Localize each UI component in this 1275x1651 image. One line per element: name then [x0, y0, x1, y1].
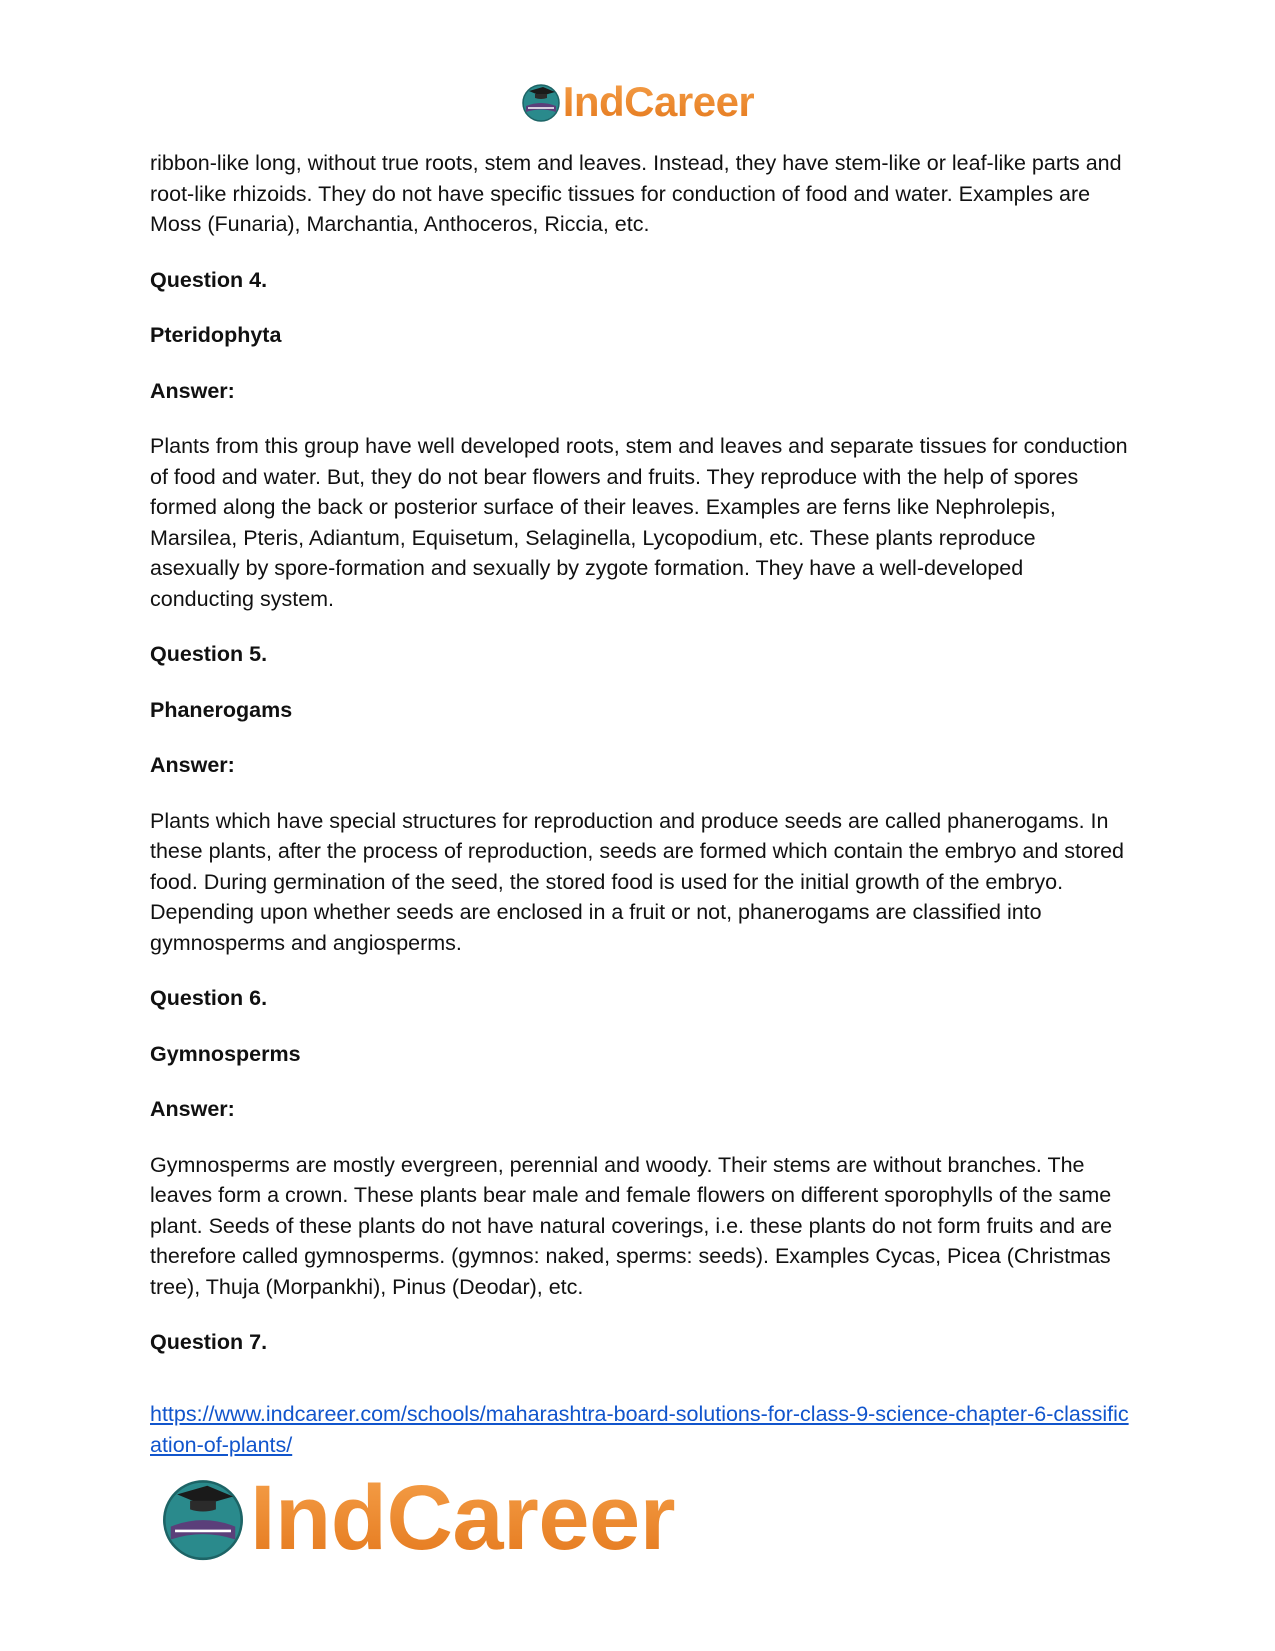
question-4-label: Question 4. — [150, 267, 268, 292]
header-logo — [0, 78, 1275, 126]
question-7-label: Question 7. — [150, 1330, 268, 1354]
globe-book-icon — [160, 1475, 246, 1561]
document-body — [150, 148, 1130, 1383]
question-6-title: Gymnosperms — [150, 1041, 301, 1066]
question-5-answer-label: Answer: — [150, 753, 235, 777]
question-5-answer: Plants which have special structures for reproduction and produce seeds are called phanerogams. In these plants, after the process of reproduction, seeds are formed which contain the embryo and stored food. During germination of the seed, the stored food is used for the initial growth of the embryo. Depending upon whether seeds are enclosed in a fruit or not, phanerogams are classified into gymnosperms and angiosperms. — [150, 808, 1125, 955]
question-5-label: Question 5. — [150, 642, 268, 666]
question-4-answer-label: Answer: — [150, 378, 235, 403]
logo-text: IndCareer — [562, 78, 755, 125]
question-6-label: Question 6. — [150, 986, 268, 1010]
logo-text: IndCareer — [250, 1467, 675, 1569]
indcareer-logo-large — [160, 1468, 675, 1568]
source-link-block — [150, 1399, 1130, 1460]
globe-book-icon — [521, 82, 561, 122]
intro-paragraph: ribbon-like long, without true roots, stem and leaves. Instead, they have stem-like or leaf-like parts and root-like rhizoids. They do not have specific tissues for conduction of food and water. Examples are Moss (Funaria), Marchantia, Anthoceros, Riccia, etc. — [150, 151, 1122, 236]
question-6-answer: Gymnosperms are mostly evergreen, perennial and woody. Their stems are without branches. The leaves form a crown. These plants bear male and female flowers on different sporophylls of the same plant. Seeds of these plants do not have natural coverings, i.e. these plants do not form fruits and are therefore called gymnosperms. (gymnos: naked, sperms: seeds). Examples Cycas, Picea (Christmas tree), Thuja (Morpankhi), Pinus (Deodar), etc. — [150, 1152, 1113, 1299]
source-link[interactable]: https://www.indcareer.com/schools/maharashtra-board-solutions-for-class-9-science-chapter-6-classification-of-plants/ — [150, 1402, 1129, 1457]
question-5-title: Phanerogams — [150, 697, 293, 722]
indcareer-logo — [521, 78, 755, 126]
question-4-title: Pteridophyta — [150, 323, 282, 347]
question-4-answer: Plants from this group have well developed roots, stem and leaves and separate tissues for conduction of food and water. But, they do not bear flowers and fruits. They reproduce with the help of spores formed along the back or posterior surface of their leaves. Examples are ferns like Nephrolepis, Marsilea, Pteris, Adiantum, Equisetum, Selaginella, Lycopodium, etc. These plants reproduce asexually by spore-formation and sexually by zygote formation. They have a well-developed conducting system. — [150, 434, 1128, 611]
question-6-answer-label: Answer: — [150, 1097, 235, 1121]
footer-logo — [160, 1468, 675, 1568]
